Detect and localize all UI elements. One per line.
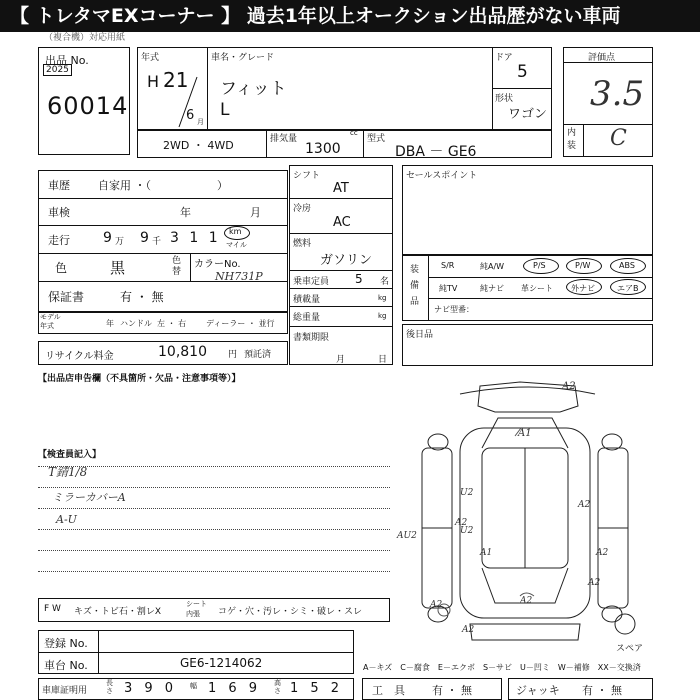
equip-navi: 純ナビ (480, 284, 504, 293)
dmg-mark-4: A2 (578, 500, 591, 510)
width-value: 1 6 9 (208, 681, 262, 696)
docs-label: 書類期限 (293, 333, 330, 343)
recycle-note: 預託済 (244, 350, 272, 360)
inspector-label: 【検査員記入】 (38, 450, 102, 460)
interior-value: C (610, 126, 627, 151)
history-value: 自家用 ・（ ） (98, 179, 228, 192)
length-value: 3 9 0 (124, 681, 178, 696)
ac-label: 冷房 (293, 204, 312, 214)
equip-pw: P/W (575, 261, 591, 270)
handle-value: 左 ・ 右 (157, 319, 187, 328)
jack-value: 有 ・ 無 (582, 684, 622, 697)
after-items-box (402, 324, 653, 366)
lot-number: 60014 (47, 92, 129, 120)
seat-label: シート (186, 600, 207, 608)
height-value: 1 5 2 (290, 681, 344, 696)
color-no-label: カラーNo. (194, 259, 241, 270)
warranty-value: 有 ・ 無 (120, 290, 164, 304)
fw-items2: コゲ・穴・汚レ・シミ・破レ・スレ (218, 607, 363, 617)
dealer-value: ディーラー ・ 並行 (206, 319, 275, 328)
type-label: 型式 (367, 134, 386, 144)
unit-mile: マイル (226, 241, 247, 249)
inspector-note-3: A-U (56, 513, 77, 526)
drive-value: 2WD ・ 4WD (163, 139, 234, 152)
after-items-label: 後日品 (406, 330, 434, 340)
equip-extnavi: 外ナビ (571, 284, 595, 293)
tool-value: 有 ・ 無 (432, 684, 472, 697)
unit-man: 万 (115, 237, 125, 247)
ac-value: AC (333, 215, 351, 230)
month-value: 6 (186, 108, 195, 123)
load-unit: kg (378, 294, 387, 302)
fuel-value: ガソリン (320, 253, 373, 268)
equip-ps: P/S (533, 261, 546, 270)
inspector-note-2: ミラーカバーA (52, 491, 126, 504)
length-label: 長さ (106, 679, 113, 695)
dmg-mark-10: A2 (430, 600, 443, 610)
lot-box (38, 47, 130, 155)
reg-label: 登録 No. (44, 637, 88, 650)
jack-label: ジャッキ (516, 684, 560, 697)
door-value: 5 (517, 62, 528, 82)
shape-value: ワゴン (508, 107, 548, 122)
dmg-mark-2: A1 (518, 428, 532, 439)
capacity-value: 5 (355, 272, 363, 286)
color-value: 黒 (110, 259, 126, 277)
dmg-mark-6: U2 (460, 526, 474, 536)
shaken-year: 年 (180, 206, 191, 219)
car-damage-diagram (400, 378, 660, 658)
chassis-label: 車台 No. (44, 659, 88, 672)
equip-sr: S/R (441, 261, 455, 270)
disp-unit: cc (350, 129, 358, 137)
height-label: 高さ (274, 679, 281, 695)
interior-label: 内装 (567, 128, 577, 151)
door-label: ドア (495, 53, 513, 63)
dmg-mark-11: A2 (462, 625, 475, 635)
fw-label: F W (44, 604, 61, 614)
load-label: 積載量 (293, 295, 321, 305)
model-year-unit: 年 (106, 319, 114, 328)
lot-label: 出品 No. (45, 54, 89, 67)
recycle-value: 10,810 (158, 344, 207, 360)
self-report-label: 【出品店申告欄（不具箇所・欠品・注意事項等）】 (38, 374, 241, 384)
shaken-month: 月 (250, 206, 261, 219)
inspector-note-1: T錆1/8 (48, 465, 88, 479)
mileage-label: 走行 (48, 234, 70, 247)
color-label: 色 (55, 261, 68, 275)
name-label: 車名・グレード (211, 53, 275, 63)
fuel-label: 燃料 (293, 239, 312, 249)
disp-value: 1300 (305, 141, 341, 157)
equip-aw: 純A/W (480, 262, 505, 271)
gross-unit: kg (378, 312, 387, 320)
seat-sub: 内張 (186, 610, 200, 618)
score-value: 3.5 (590, 74, 645, 114)
disp-label: 排気量 (270, 134, 298, 144)
shaken-label: 車検 (48, 206, 70, 219)
dmg-mark-5: A1 (480, 548, 493, 558)
cert-label: 車庫証明用 (42, 686, 88, 696)
month-suffix: 月 (197, 118, 204, 126)
docs-month: 月 (336, 355, 346, 365)
dmg-mark-1: A2 (562, 381, 576, 392)
dmg-mark-12: A2 (520, 596, 533, 606)
era: H (147, 72, 160, 91)
docs-day: 日 (378, 355, 388, 365)
paper-note: （複合機）対応用紙 (44, 33, 126, 43)
navi-model-label: ナビ型番： (434, 305, 474, 314)
car-name: フィット (220, 79, 287, 99)
score-label: 評価点 (588, 53, 616, 63)
shift-value: AT (333, 181, 349, 196)
dmg-mark-9: A2 (588, 578, 601, 588)
page-title: 【 トレタマEXコーナー 】 過去1年以上オークション出品歴がない車両 (0, 0, 700, 32)
equip-leather: 革シート (521, 284, 553, 293)
unit-km: km (229, 227, 242, 236)
fw-items: キズ・トビ石・割レX (74, 607, 161, 617)
equip-abs: ABS (619, 261, 635, 270)
recycle-unit: 円 (228, 350, 238, 360)
unit-sen: 千 (152, 237, 162, 247)
color-change: 色替 (172, 256, 182, 277)
capacity-unit: 名 (380, 277, 390, 287)
mileage-man: 9 (103, 230, 112, 246)
shift-label: シフト (293, 171, 321, 181)
color-no-value: NH731P (215, 270, 263, 283)
damage-legend: A－キズ C－腐食 E－エクボ S－サビ U－凹ミ W－補修 XX－交換済 (363, 663, 641, 672)
history-label: 車歴 (48, 179, 70, 192)
gross-label: 総重量 (293, 313, 321, 323)
chassis-value: GE6-1214062 (180, 656, 263, 670)
mileage-sen: 9 (140, 230, 149, 246)
dmg-mark-3: U2 (460, 488, 474, 498)
width-label: 幅 (190, 682, 197, 690)
equip-airbag: エアB (617, 284, 639, 293)
handle-label: ハンドル (120, 319, 152, 328)
model-year-label: モデル年式 (40, 313, 61, 330)
capacity-label: 乗車定員 (293, 277, 330, 287)
shape-label: 形状 (495, 94, 514, 104)
recycle-label: リサイクル料金 (45, 351, 114, 362)
warranty-label: 保証書 (48, 290, 85, 304)
car-grade: L (220, 100, 230, 120)
spare-label: スペア (616, 644, 644, 654)
year-value: 21 (163, 68, 189, 92)
tool-label: 工 具 (372, 684, 405, 697)
sales-point-label: セールスポイント (406, 171, 478, 181)
equipment-label: 装備品 (410, 265, 420, 307)
model-value: DBA － GE6 (395, 144, 477, 160)
nenshiki-label: 年式 (141, 53, 160, 63)
dmg-mark-7: A2 (455, 518, 468, 528)
equip-tv: 純TV (439, 284, 458, 293)
dmg-mark-8: AU2 (397, 531, 417, 541)
dmg-mark-13: A2 (596, 548, 609, 558)
mileage-rest: 3 1 1 (170, 230, 221, 246)
lot-year-tag: 2025 (43, 64, 72, 76)
